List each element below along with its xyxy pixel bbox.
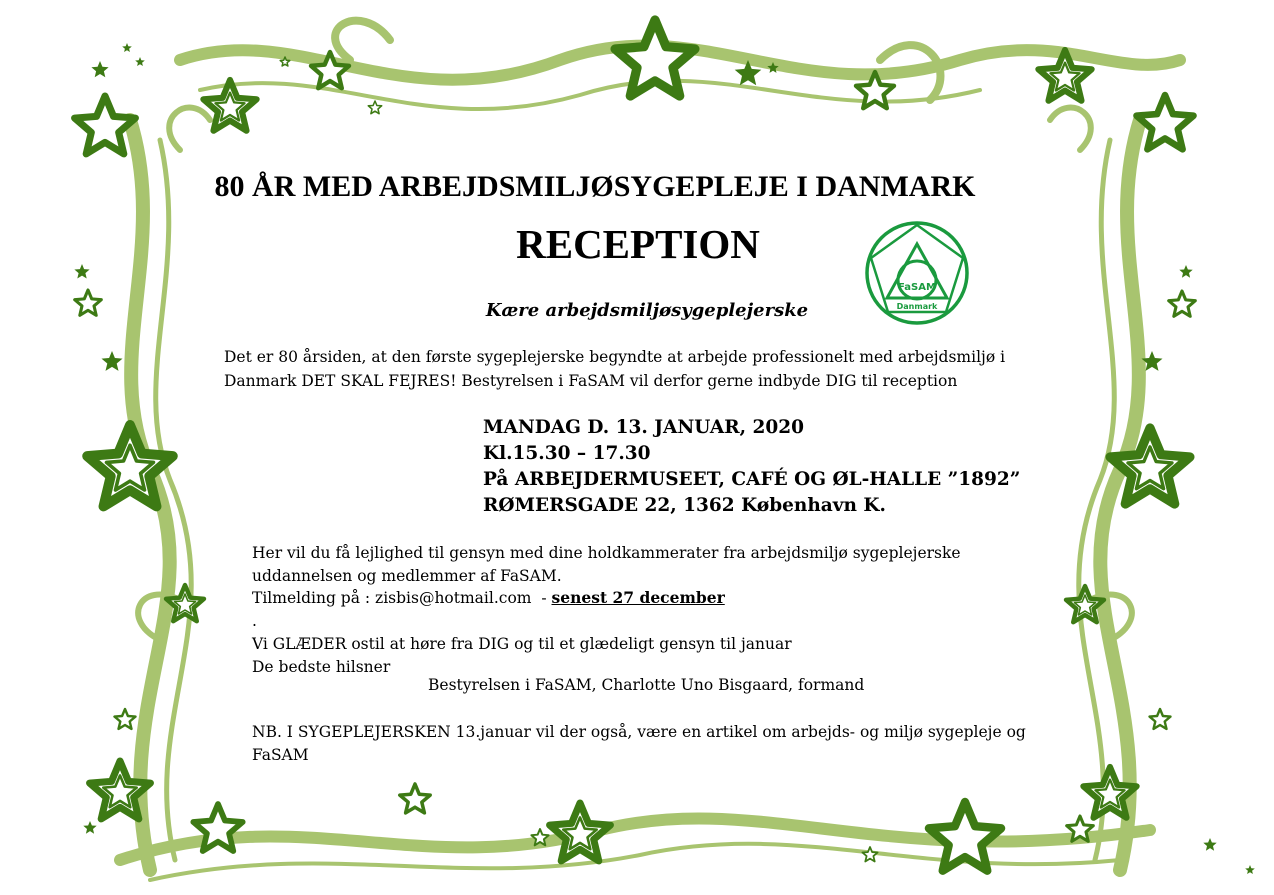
event-date: MANDAG D. 13. JANUAR, 2020 xyxy=(483,417,804,438)
star-icon xyxy=(122,43,132,52)
nb-line-1: NB. I SYGEPLEJERSKEN 13.januar vil der også, være en artikel om arbejds- og miljø sygepleje og xyxy=(252,723,1026,741)
signup-prefix: Tilmelding på : xyxy=(252,589,376,608)
star-icon xyxy=(400,784,430,813)
signup-separator: - xyxy=(531,589,552,608)
star-icon xyxy=(1245,865,1255,874)
svg-text:Danmark: Danmark xyxy=(896,302,938,311)
body-line-6: De bedste hilsner xyxy=(252,657,391,676)
swirl-ornament xyxy=(1050,108,1091,150)
star-icon xyxy=(91,61,108,77)
star-icon xyxy=(1137,95,1194,149)
reception-heading: RECEPTION xyxy=(516,221,760,267)
star-icon xyxy=(115,709,136,729)
nb-note xyxy=(252,721,1026,767)
event-venue: På ARBEJDERMUSEET, CAFÉ OG ØL-HALLE ”1892” xyxy=(483,469,1021,490)
signup-email[interactable]: zisbis@hotmail.com xyxy=(375,589,532,608)
star-icon xyxy=(83,821,96,834)
star-icon xyxy=(368,101,381,114)
swirl-ornament xyxy=(335,21,390,60)
body-line-5: Vi GLÆDER ostil at høre fra DIG og til et glædeligt gensyn til januar xyxy=(252,634,792,653)
signup-line xyxy=(252,587,961,610)
signup-deadline: senest 27 december xyxy=(551,588,725,608)
star-icon xyxy=(135,57,145,66)
body-line-2: uddannelsen og medlemmer af FaSAM. xyxy=(252,566,562,585)
page-title: 80 ÅR MED ARBEJDSMILJØSYGEPLEJE I DANMARK xyxy=(214,170,976,203)
star-icon xyxy=(862,847,877,862)
star-icon xyxy=(1203,838,1216,851)
intro-line-1: Det er 80 årsiden, at den første sygeplejerske begyndte at arbejde professionelt med arbejdsmiljø i xyxy=(224,348,1006,366)
event-details xyxy=(483,415,1020,519)
body-dot: . xyxy=(252,612,257,631)
intro-line-2: Danmark DET SKAL FEJRES! Bestyrelsen i FaSAM vil derfor gerne indbyde DIG til reception xyxy=(224,372,958,390)
swirl-ornament xyxy=(169,108,210,150)
star-icon xyxy=(102,351,123,371)
body-text xyxy=(252,542,961,678)
star-icon xyxy=(75,96,136,154)
greeting: Kære arbejdsmiljøsygeplejerske xyxy=(485,300,809,321)
svg-text:FaSAM: FaSAM xyxy=(898,282,936,293)
event-time: Kl.15.30 – 17.30 xyxy=(483,443,651,464)
signature: Bestyrelsen i FaSAM, Charlotte Uno Bisgaard, formand xyxy=(428,676,865,694)
nb-line-2: FaSAM xyxy=(252,746,309,764)
body-line-1: Her vil du få lejlighed til gensyn med dine holdkammerater fra arbejdsmiljø sygeplejerske xyxy=(252,544,961,562)
event-address: RØMERSGADE 22, 1362 København K. xyxy=(483,495,886,516)
star-icon xyxy=(1150,709,1171,729)
